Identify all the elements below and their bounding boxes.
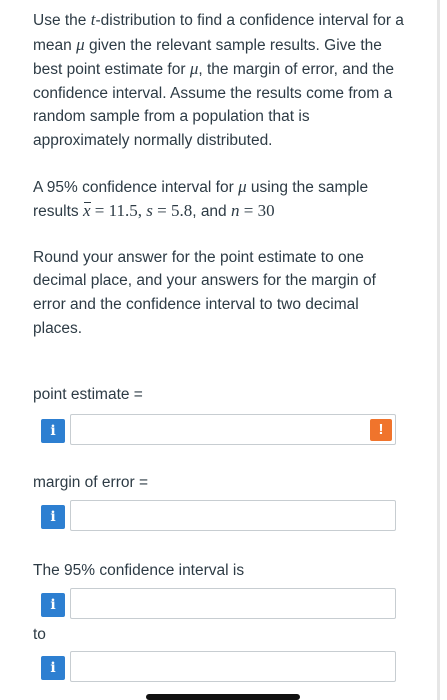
info-icon: i bbox=[41, 419, 65, 443]
question-content bbox=[33, 8, 408, 340]
problem-paragraph: A 95% confidence interval for μ using the sample results x = 11.5, s = 5.8, and n = 30 bbox=[33, 175, 408, 224]
info-button[interactable] bbox=[38, 414, 68, 447]
ci-upper-row bbox=[38, 651, 398, 684]
info-icon: i bbox=[41, 505, 65, 529]
warning-icon[interactable]: ! bbox=[370, 419, 392, 441]
point-estimate-label: point estimate = bbox=[33, 386, 143, 403]
x-bar-symbol: x bbox=[83, 199, 91, 223]
info-button[interactable] bbox=[38, 588, 68, 621]
instructions-paragraph: Use the t-distribution to find a confidence interval for a mean μ given the relevant sample results. Give the best point estimate for μ, the margin of error, and the confidence interval. Assume the results come from a random sample from a population that is approximately normally distributed. bbox=[33, 10, 404, 149]
ci-lower-input[interactable] bbox=[70, 588, 396, 619]
point-estimate-input[interactable] bbox=[70, 414, 396, 445]
info-icon: i bbox=[41, 593, 65, 617]
margin-of-error-label: margin of error = bbox=[33, 474, 149, 491]
margin-of-error-row bbox=[38, 500, 398, 533]
to-label: to bbox=[33, 626, 46, 643]
confidence-interval-label: The 95% confidence interval is bbox=[33, 562, 245, 579]
margin-of-error-input[interactable] bbox=[70, 500, 396, 531]
ci-upper-input[interactable] bbox=[70, 651, 396, 682]
point-estimate-row bbox=[38, 414, 398, 447]
home-indicator[interactable] bbox=[146, 694, 300, 700]
scrollbar[interactable] bbox=[437, 0, 440, 700]
info-button[interactable] bbox=[38, 651, 68, 684]
rounding-instructions: Round your answer for the point estimate to one decimal place, and your answers for the margin of error and the confidence interval to two decimal places. bbox=[33, 248, 376, 337]
info-icon: i bbox=[41, 656, 65, 680]
info-button[interactable] bbox=[38, 500, 68, 533]
ci-lower-row bbox=[38, 588, 398, 621]
